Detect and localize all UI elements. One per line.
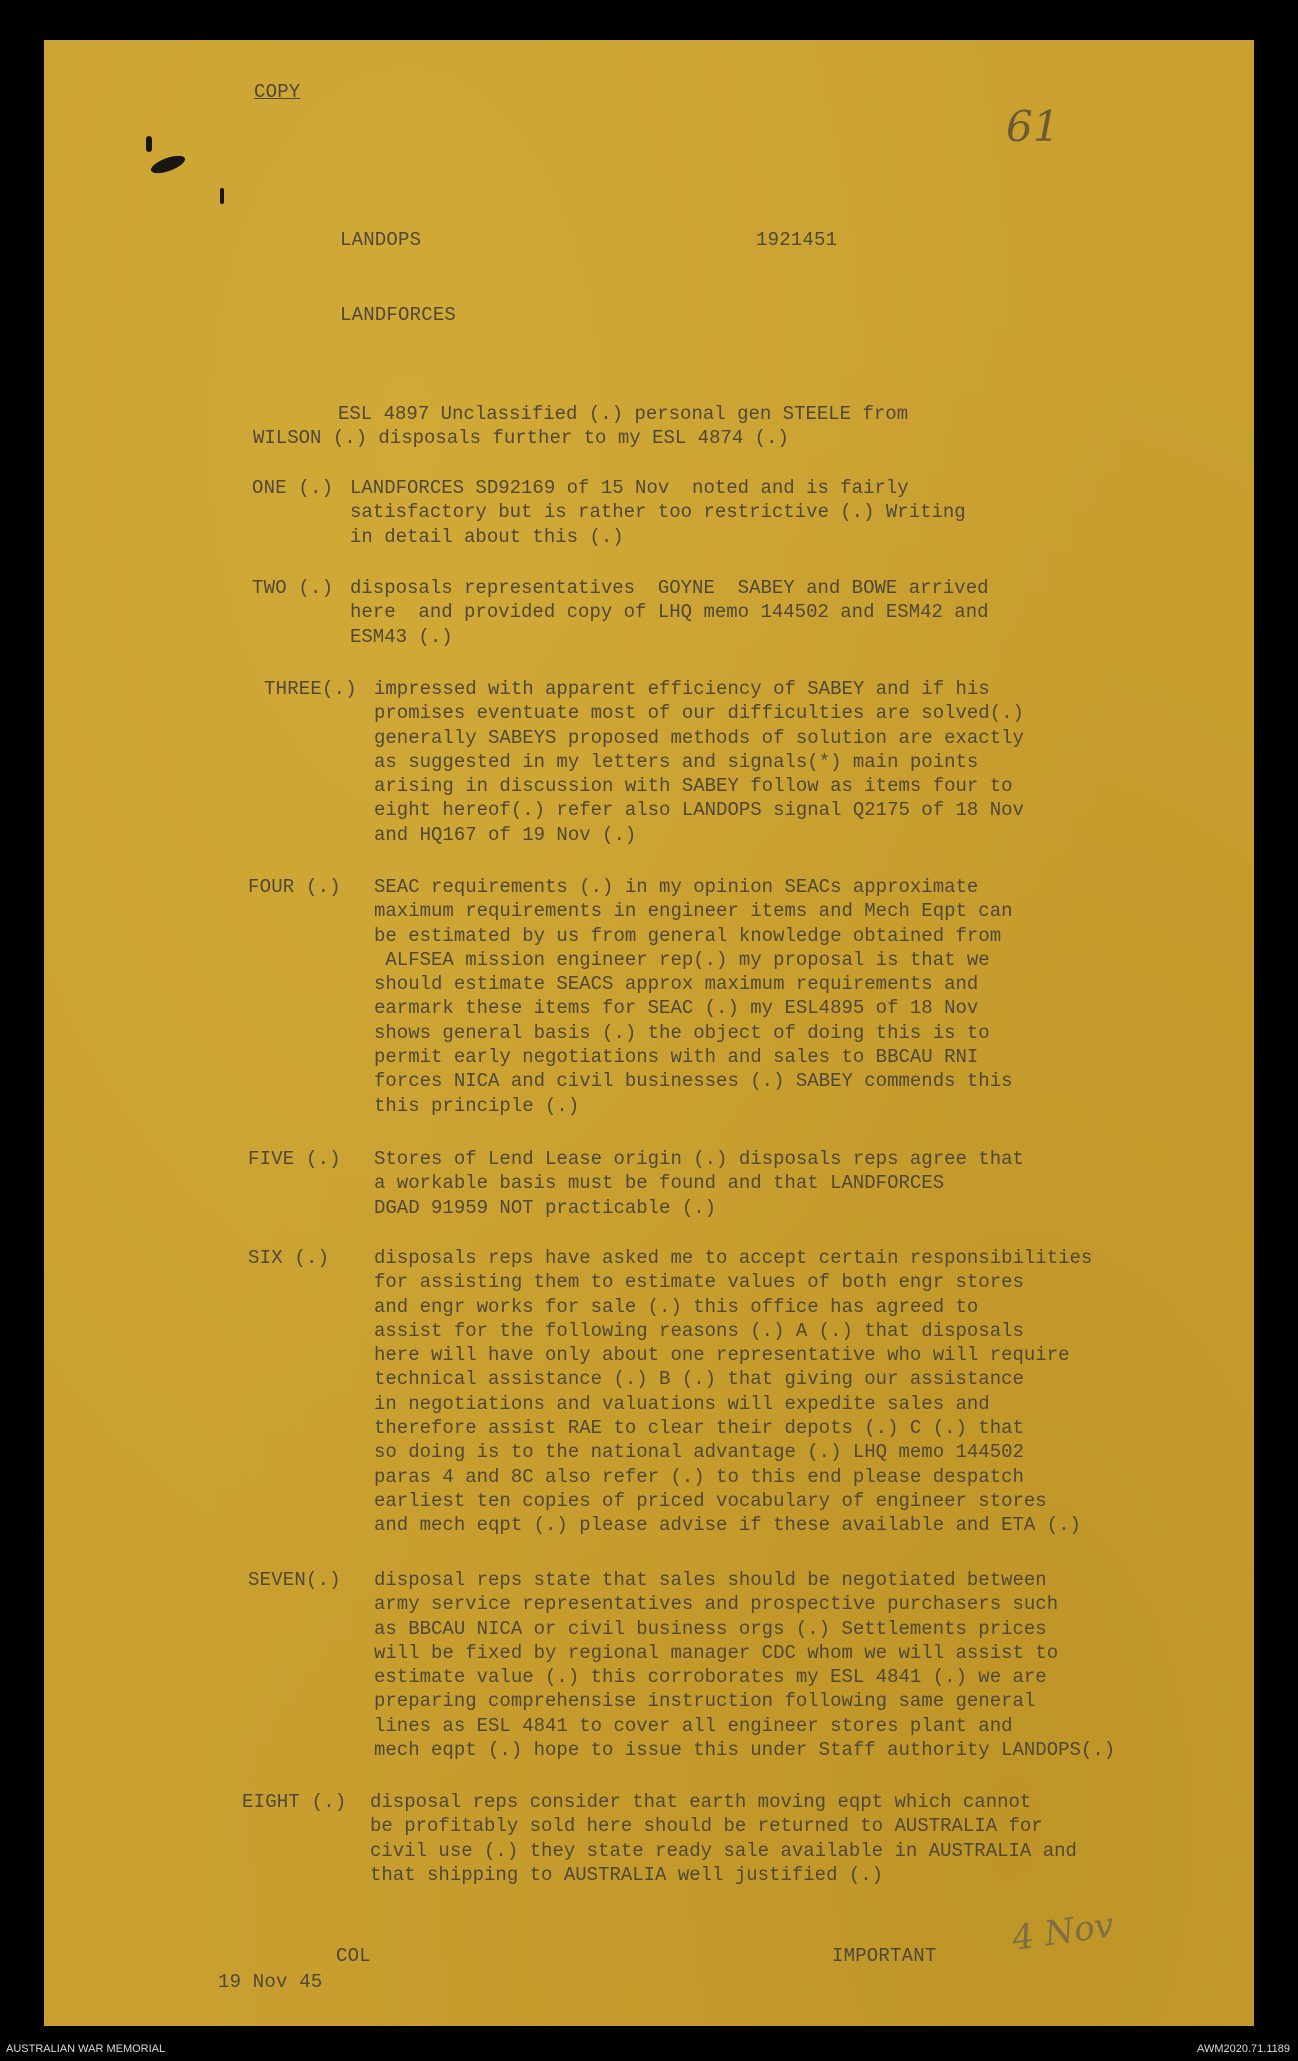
staple-hole-mark [146, 136, 152, 152]
copy-label: COPY [254, 81, 301, 103]
paragraph-line: maximum requirements in engineer items and Mech Eqpt can [374, 900, 1013, 923]
priority-label: IMPORTANT [832, 1945, 937, 1967]
paragraph-line: should estimate SEACS approx maximum requirements and [374, 973, 979, 996]
paragraph-line: in detail about this (.) [350, 525, 624, 548]
paragraph-seven [374, 1568, 1115, 1762]
archive-reference: AWM2020.71.1189 [1197, 2043, 1290, 2055]
paragraph-line: and engr works for sale (.) this office has agreed to [374, 1295, 979, 1318]
paragraph-eight [370, 1790, 1077, 1887]
paragraph-line: civil use (.) they state ready sale available in AUSTRALIA and [370, 1839, 1077, 1862]
signature-col: COL [336, 1945, 371, 1967]
paragraph-line: as suggested in my letters and signals(*) main points [374, 750, 979, 773]
paragraph-line: assist for the following reasons (.) A (.) that disposals [374, 1319, 1024, 1342]
paragraph-two [350, 576, 989, 649]
handwritten-note: 4 Nov [1009, 1905, 1117, 1959]
archive-credit: AUSTRALIAN WAR MEMORIAL [6, 2043, 166, 2055]
paragraph-line: as BBCAU NICA or civil business orgs (.) Settlements prices [374, 1617, 1047, 1640]
paragraph-line: so doing is to the national advantage (.) LHQ memo 144502 [374, 1441, 1024, 1464]
paragraph-three [374, 677, 1024, 847]
paragraph-number: FIVE (.) [248, 1148, 341, 1170]
paragraph-line: be profitably sold here should be returned to AUSTRALIA for [370, 1815, 1043, 1838]
paragraph-five [374, 1147, 1024, 1220]
paragraph-line: earliest ten copies of priced vocabulary of engineer stores [374, 1489, 1047, 1512]
staple-hole-mark [220, 188, 224, 204]
preamble [253, 402, 908, 451]
preamble-line: WILSON (.) disposals further to my ESL 4874 (.) [253, 427, 789, 450]
paragraph-line: earmark these items for SEAC (.) my ESL4895 of 18 Nov [374, 997, 979, 1020]
paragraph-line: satisfactory but is rather too restrictive (.) Writing [350, 501, 966, 524]
paragraph-line: paras 4 and 8C also refer (.) to this end please despatch [374, 1465, 1024, 1488]
paragraph-line: preparing comprehensise instruction following same general [374, 1690, 1036, 1713]
date-time-group: 1921451 [756, 229, 838, 251]
paragraph-line: will be fixed by regional manager CDC whom we will assist to [374, 1641, 1059, 1664]
paragraph-line: shows general basis (.) the object of doing this is to [374, 1021, 990, 1044]
paragraph-line: be estimated by us from general knowledge obtained from [374, 924, 1002, 947]
paragraph-line: disposals representatives GOYNE SABEY and BOWE arrived [350, 577, 989, 599]
paragraph-line: and mech eqpt (.) please advise if these available and ETA (.) [374, 1514, 1081, 1537]
paragraph-line: arising in discussion with SABEY follow as items four to [374, 775, 1013, 798]
paragraph-line: that shipping to AUSTRALIA well justified (.) [370, 1863, 884, 1886]
handwritten-page-number: 61 [1006, 102, 1060, 151]
paragraph-line: army service representatives and prospective purchasers such [374, 1593, 1059, 1616]
paragraph-line: therefore assist RAE to clear their depots (.) C (.) that [374, 1417, 1024, 1440]
paragraph-line: in negotiations and valuations will expedite sales and [374, 1392, 990, 1415]
paragraph-line: Stores of Lend Lease origin (.) disposals reps agree that [374, 1148, 1024, 1170]
footer-date: 19 Nov 45 [218, 1971, 323, 1993]
paragraph-line: technical assistance (.) B (.) that giving our assistance [374, 1368, 1024, 1391]
paragraph-line: promises eventuate most of our difficulties are solved(.) [374, 702, 1024, 725]
to-address: LANDFORCES [340, 304, 457, 326]
paragraph-line: forces NICA and civil businesses (.) SABEY commends this [374, 1070, 1013, 1093]
paragraph-line: this principle (.) [374, 1094, 580, 1117]
preamble-line: ESL 4897 Unclassified (.) personal gen STEELE from [338, 403, 909, 425]
paragraph-line: impressed with apparent efficiency of SABEY and if his [374, 678, 990, 700]
paragraph-line: ESM43 (.) [350, 625, 453, 648]
paragraph-line: lines as ESL 4841 to cover all engineer stores plant and [374, 1714, 1013, 1737]
paragraph-number: SIX (.) [248, 1247, 330, 1269]
paragraph-line: for assisting them to estimate values of both engr stores [374, 1271, 1024, 1294]
paragraph-number: THREE(.) [264, 678, 357, 700]
paragraph-line: disposal reps state that sales should be negotiated between [374, 1569, 1047, 1591]
paragraph-number: EIGHT (.) [242, 1791, 347, 1813]
paragraph-line: LANDFORCES SD92169 of 15 Nov noted and is fairly [350, 477, 909, 499]
paragraph-six [374, 1246, 1092, 1538]
paragraph-line: a workable basis must be found and that LANDFORCES [374, 1172, 945, 1195]
paragraph-number: TWO (.) [252, 577, 334, 599]
paragraph-line: mech eqpt (.) hope to issue this under Staff authority LANDOPS(.) [374, 1739, 1116, 1762]
paragraph-line: estimate value (.) this corroborates my ESL 4841 (.) we are [374, 1666, 1047, 1689]
paragraph-number: SEVEN(.) [248, 1569, 341, 1591]
paragraph-line: and HQ167 of 19 Nov (.) [374, 823, 637, 846]
paragraph-line: SEAC requirements (.) in my opinion SEACs approximate [374, 876, 979, 898]
from-address: LANDOPS [340, 229, 422, 251]
paragraph-line: eight hereof(.) refer also LANDOPS signal Q2175 of 18 Nov [374, 799, 1024, 822]
paragraph-number: FOUR (.) [248, 876, 341, 898]
paragraph-four [374, 875, 1013, 1118]
paragraph-line: DGAD 91959 NOT practicable (.) [374, 1196, 717, 1219]
paragraph-line: ALFSEA mission engineer rep(.) my proposal is that we [374, 948, 990, 971]
paragraph-line: disposals reps have asked me to accept certain responsibilities [374, 1247, 1093, 1269]
paragraph-one [350, 476, 966, 549]
paragraph-line: permit early negotiations with and sales to BBCAU RNI [374, 1046, 979, 1069]
paragraph-line: disposal reps consider that earth moving eqpt which cannot [370, 1791, 1032, 1813]
paragraph-line: generally SABEYS proposed methods of solution are exactly [374, 726, 1024, 749]
paragraph-number: ONE (.) [252, 477, 334, 499]
paragraph-line: here and provided copy of LHQ memo 144502 and ESM42 and [350, 601, 989, 624]
paragraph-line: here will have only about one representative who will require [374, 1344, 1070, 1367]
